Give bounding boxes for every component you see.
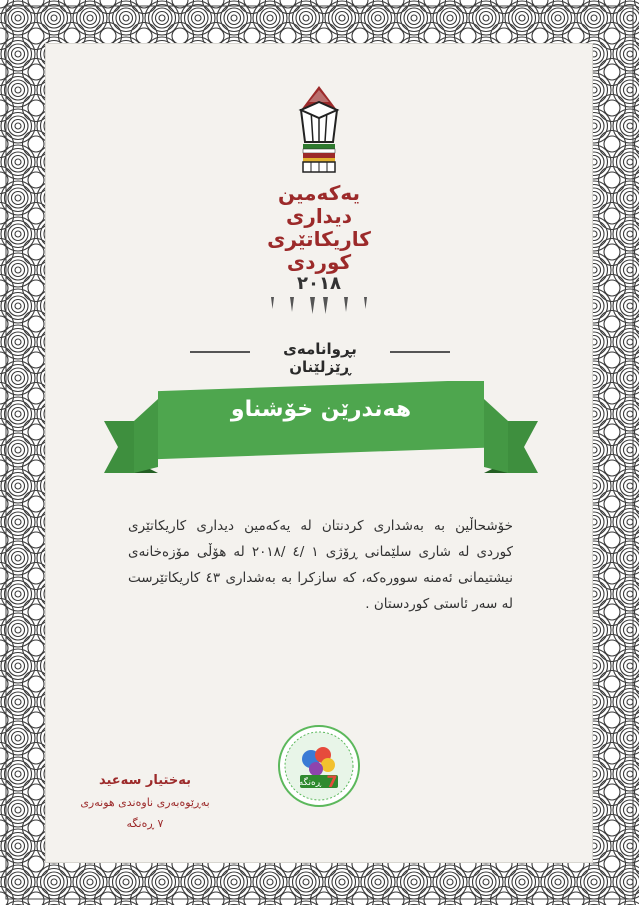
- signatory-name: بەختیار سەعید: [98, 773, 191, 788]
- certificate-title: بڕوانامەی ڕێزلێنان: [283, 340, 357, 376]
- logo-line-4: کوردی: [286, 250, 352, 274]
- seven-colors-logo-badge: [278, 725, 360, 807]
- logo-year: ٢٠١٨: [297, 273, 341, 294]
- badge-digit: 7: [326, 772, 338, 791]
- signatory-role: بەڕێوەبەری ناوەندی هونەری: [80, 796, 210, 809]
- badge-label: ڕەنگە: [298, 778, 322, 788]
- event-logo: [259, 80, 379, 320]
- logo-line-3: کاریکاتێری: [267, 227, 371, 251]
- green-ribbon-banner: [104, 381, 538, 481]
- title-divider-left: [190, 351, 250, 353]
- certificate-body-text: خۆشحاڵین بە بەشداری کردنتان لە یەکەمین دیداری کاریکاتێری کوردی لە شاری سلێمانی ڕۆژی ١ /٤ /٢٠١٨ لە هۆڵی مۆزەخانەی نیشتیمانی ئەمنە سوورەکە، کە سازکرا بە بەشداری ٤٣ کاریکاتێرست لە سەر ئاستی کوردستان .: [128, 518, 513, 612]
- recipient-name: هەندرێن خۆشناو: [230, 397, 412, 422]
- pencil-tips-decoration: [259, 295, 379, 317]
- logo-line-1: یەکەمین: [278, 181, 360, 205]
- title-divider-right: [390, 351, 450, 353]
- signatory-org: ٧ ڕەنگە: [126, 817, 164, 830]
- pencil-icon: [259, 80, 379, 180]
- logo-line-2: دیداری: [285, 204, 353, 228]
- certificate-title-block: [260, 340, 380, 376]
- badge-emblem-icon: [278, 725, 360, 807]
